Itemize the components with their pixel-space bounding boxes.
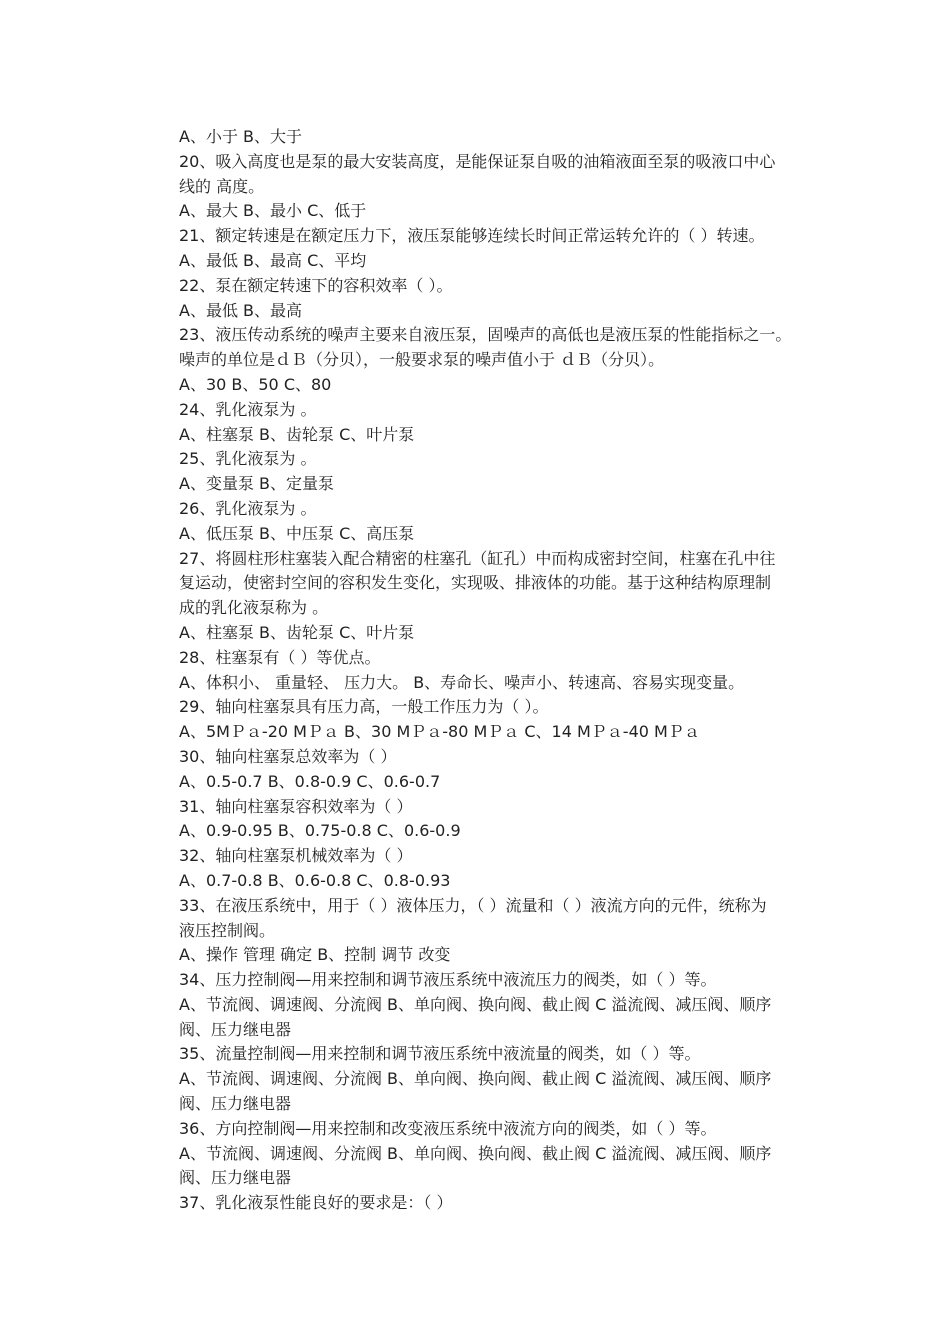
question-20: 20、吸入高度也是泵的最大安装高度，是能保证泵自吸的油箱液面至泵的吸液口中心 — [179, 151, 776, 171]
question-36: 36、方向控制阀—用来控制和改变液压系统中液流方向的阀类，如（ ）等。 — [179, 1118, 717, 1138]
question-27: 27、将圆柱形柱塞装入配合精密的柱塞孔（缸孔）中而构成密封空间，柱塞在孔中往 — [179, 548, 776, 568]
question-23: 23、液压传动系统的噪声主要来自液压泵，固噪声的高低也是液压泵的性能指标之一。 — [179, 325, 792, 345]
text-line: 阀、压力继电器 — [179, 1094, 292, 1114]
question-30: 30、轴向柱塞泵总效率为（ ） — [179, 746, 397, 766]
text-line: 液压控制阀。 — [179, 920, 276, 940]
document-body — [179, 125, 819, 1216]
answer-options: A、最大 B、最小 C、低于 — [179, 201, 367, 221]
answer-options: A、0.9-0.95 B、0.75-0.8 C、0.6-0.9 — [179, 821, 461, 841]
answer-options: A、低压泵 B、中压泵 C、高压泵 — [179, 523, 415, 543]
answer-options: A、30 B、50 C、80 — [179, 374, 332, 394]
answer-options: A、节流阀、调速阀、分流阀 B、单向阀、换向阀、截止阀 C 溢流阀、减压阀、顺序 — [179, 1143, 772, 1163]
question-29: 29、轴向柱塞泵具有压力高，一般工作压力为（ ）。 — [179, 697, 549, 717]
question-37: 37、乳化液泵性能良好的要求是：（ ） — [179, 1193, 453, 1213]
answer-options: A、柱塞泵 B、齿轮泵 C、叶片泵 — [179, 622, 415, 642]
question-26: 26、乳化液泵为 。 — [179, 498, 317, 518]
text-line: 阀、压力继电器 — [179, 1019, 292, 1039]
answer-options: A、5MＰａ-20 MＰａ B、30 MＰａ-80 MＰａ C、14 MＰａ-40 MＰａ — [179, 722, 700, 742]
answer-options: A、0.5-0.7 B、0.8-0.9 C、0.6-0.7 — [179, 771, 441, 791]
text-line: 噪声的单位是ｄＢ（分贝），一般要求泵的噪声值小于 ｄＢ（分贝）。 — [179, 350, 665, 370]
question-21: 21、额定转速是在额定压力下，液压泵能够连续长时间正常运转允许的（ ）转速。 — [179, 226, 765, 246]
question-32: 32、轴向柱塞泵机械效率为（ ） — [179, 846, 413, 866]
question-22: 22、泵在额定转速下的容积效率（ ）。 — [179, 275, 453, 295]
text-line: 复运动，使密封空间的容积发生变化，实现吸、排液体的功能。基于这种结构原理制 — [179, 573, 772, 593]
question-24: 24、乳化液泵为 。 — [179, 399, 317, 419]
text-line: A、小于 B、大于 — [179, 127, 303, 146]
question-34: 34、压力控制阀—用来控制和调节液压系统中液流压力的阀类，如（ ）等。 — [179, 970, 717, 990]
text-line: 成的乳化液泵称为 。 — [179, 598, 329, 618]
question-28: 28、柱塞泵有（ ）等优点。 — [179, 647, 381, 667]
question-25: 25、乳化液泵为 。 — [179, 449, 317, 469]
answer-options: A、最低 B、最高 C、平均 — [179, 250, 367, 270]
question-35: 35、流量控制阀—用来控制和调节液压系统中液流量的阀类，如（ ）等。 — [179, 1044, 701, 1064]
answer-options: A、变量泵 B、定量泵 — [179, 474, 335, 494]
answer-options: A、节流阀、调速阀、分流阀 B、单向阀、换向阀、截止阀 C 溢流阀、减压阀、顺序 — [179, 1069, 772, 1089]
answer-options: A、0.7-0.8 B、0.6-0.8 C、0.8-0.93 — [179, 870, 451, 890]
text-line: 阀、压力继电器 — [179, 1168, 292, 1188]
answer-options: A、节流阀、调速阀、分流阀 B、单向阀、换向阀、截止阀 C 溢流阀、减压阀、顺序 — [179, 994, 772, 1014]
answer-options: A、操作 管理 确定 B、控制 调节 改变 — [179, 945, 451, 965]
question-31: 31、轴向柱塞泵容积效率为（ ） — [179, 796, 413, 816]
answer-options: A、体积小、 重量轻、 压力大。 B、寿命长、噪声小、转速高、容易实现变量。 — [179, 672, 745, 692]
question-33: 33、在液压系统中，用于（ ）液体压力，（ ）流量和（ ）液流方向的元件，统称为 — [179, 895, 767, 915]
answer-options: A、柱塞泵 B、齿轮泵 C、叶片泵 — [179, 424, 415, 444]
answer-options: A、最低 B、最高 — [179, 300, 303, 320]
text-line: 线的 高度。 — [179, 176, 265, 196]
